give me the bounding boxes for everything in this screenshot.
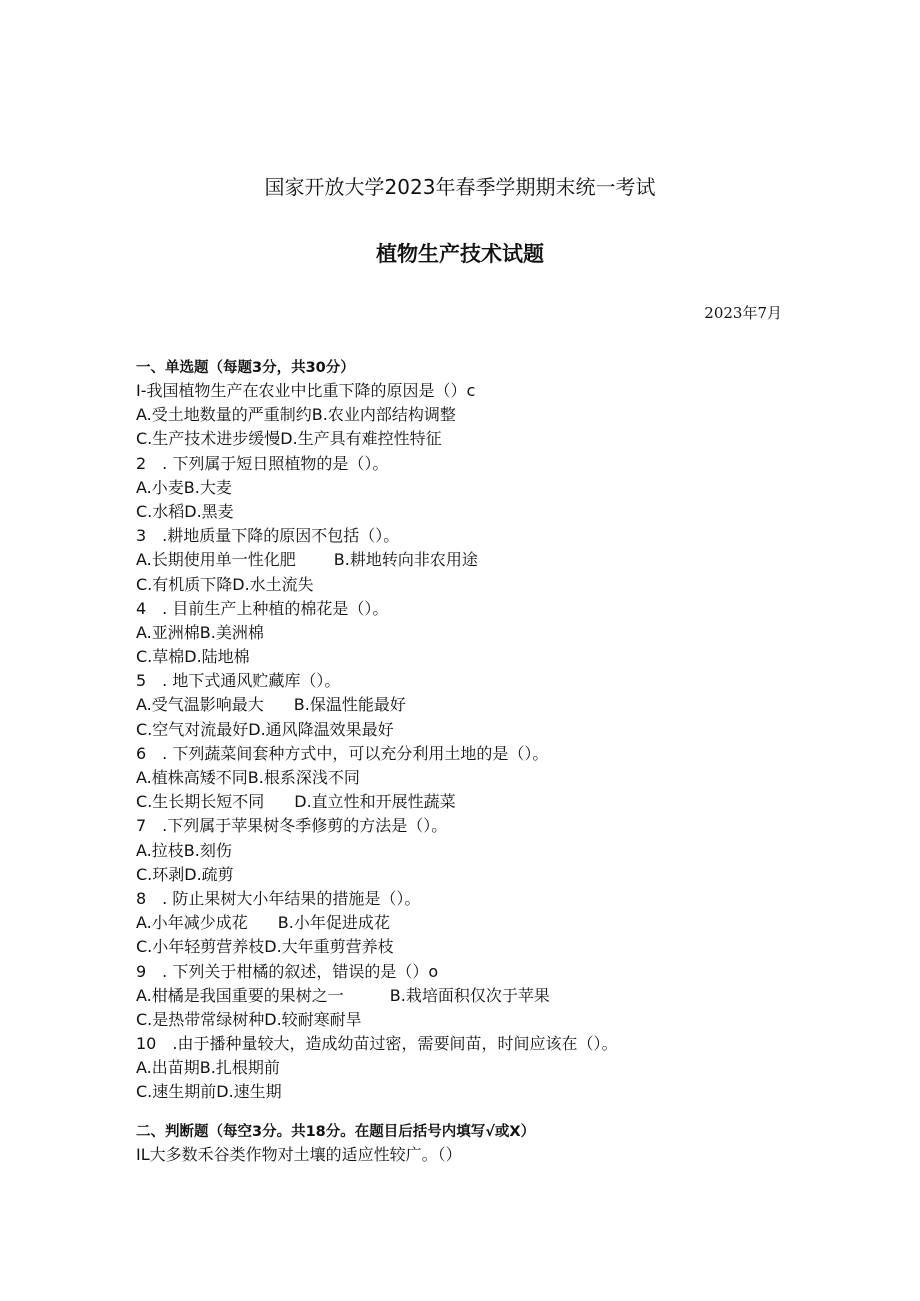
option-a: A.小年减少成花 xyxy=(136,913,248,933)
option-d: D.生产具有难控性特征 xyxy=(280,429,442,449)
section-heading-true-false: 二、判断题（每空3分。共18分。在题目后括号内填写√或X） xyxy=(136,1123,536,1140)
option-row xyxy=(136,476,786,500)
option-d: D.较耐寒耐旱 xyxy=(264,1009,362,1029)
option-row xyxy=(136,984,786,1008)
question-stem: 6 . 下列蔬菜间套种方式中，可以充分利用土地的是（）。 xyxy=(136,743,549,763)
option-b: B.农业内部结构调整 xyxy=(311,405,456,425)
option-c: C.水稻 xyxy=(136,501,185,521)
option-row xyxy=(136,621,786,645)
exam-date: 2023年7月 xyxy=(704,304,782,322)
option-c: C.是热带常绿树种 xyxy=(136,1009,265,1029)
option-d: D.通风降温效果最好 xyxy=(248,719,394,739)
option-d: D.大年重剪营养枝 xyxy=(264,937,394,957)
question-2 xyxy=(136,452,786,525)
option-row xyxy=(136,1056,786,1080)
option-c: C.草棉 xyxy=(136,647,185,667)
question-3 xyxy=(136,524,786,597)
question-list xyxy=(136,379,786,1105)
option-d: D.陆地棉 xyxy=(184,647,250,667)
question-8 xyxy=(136,887,786,960)
question-stem: 4 . 目前生产上种植的棉花是（）。 xyxy=(136,598,389,618)
option-row xyxy=(136,1008,786,1032)
option-row xyxy=(136,693,786,717)
option-d: D.速生期 xyxy=(216,1082,282,1102)
option-a: A.柑橘是我国重要的果树之一 xyxy=(136,985,344,1005)
option-d: D.水土流失 xyxy=(232,574,314,594)
option-row xyxy=(136,645,786,669)
question-6 xyxy=(136,742,786,815)
question-9 xyxy=(136,960,786,1033)
option-c: C.空气对流最好 xyxy=(136,719,249,739)
option-d: D.黑麦 xyxy=(184,501,234,521)
option-a: A.植株高矮不同 xyxy=(136,768,248,787)
question-stem: 5 . 地下式通风贮藏库（）。 xyxy=(136,671,341,691)
option-row xyxy=(136,911,786,935)
option-b: B.美洲棉 xyxy=(199,622,264,642)
option-b: B.扎根期前 xyxy=(199,1058,280,1078)
option-c: C.小年轻剪营养枝 xyxy=(136,937,265,957)
option-b: B.栽培面积仅次于苹果 xyxy=(389,985,550,1005)
option-b: B.刻伤 xyxy=(183,840,232,860)
option-d: D.疏剪 xyxy=(184,864,234,884)
question-stem: 7 .下列属于苹果树冬季修剪的方法是（）。 xyxy=(136,816,448,836)
option-c: C.有机质下降 xyxy=(136,574,233,594)
option-b: B.耕地转向非农用途 xyxy=(333,550,478,570)
exam-content xyxy=(136,357,786,1167)
option-row xyxy=(136,1080,786,1104)
question-stem: 3 .耕地质量下降的原因不包括（）。 xyxy=(136,526,400,546)
section-heading-single-choice: 一、单选题（每题3分，共30分） xyxy=(136,360,355,376)
option-a: A.受土地数量的严重制约 xyxy=(136,405,312,425)
option-b: B.小年促进成花 xyxy=(277,913,390,933)
option-c: C.环剥 xyxy=(136,864,185,884)
question-7 xyxy=(136,814,786,887)
option-a: A.拉枝 xyxy=(136,840,184,860)
option-row xyxy=(136,427,786,451)
option-b: B.根系深浅不同 xyxy=(247,768,360,787)
option-row xyxy=(136,403,786,427)
section-gap xyxy=(136,1105,786,1121)
exam-title: 国家开放大学2023年春季学期期末统一考试 xyxy=(264,175,656,199)
question-5 xyxy=(136,669,786,742)
question-stem: 10 .由于播种量较大，造成幼苗过密，需要间苗，时间应该在（）。 xyxy=(136,1034,618,1054)
option-d: D.直立性和开展性蔬菜 xyxy=(294,792,456,812)
question-stem: 9 . 下列关于柑橘的叙述，错误的是（）o xyxy=(136,961,439,981)
option-a: A.出苗期 xyxy=(136,1058,200,1078)
option-a: A.小麦 xyxy=(136,477,184,497)
true-false-item: IL大多数禾谷类作物对土壤的适应性较广。（） xyxy=(136,1144,462,1164)
option-row xyxy=(136,935,786,959)
option-b: B.大麦 xyxy=(183,477,232,497)
question-stem: 2 . 下列属于短日照植物的是（）。 xyxy=(136,453,389,473)
option-b: B.保温性能最好 xyxy=(293,695,406,715)
option-row xyxy=(136,718,786,742)
question-4 xyxy=(136,597,786,670)
option-a: A.亚洲棉 xyxy=(136,622,200,642)
option-row xyxy=(136,863,786,887)
true-false-list xyxy=(136,1143,786,1167)
option-a: A.长期使用单一性化肥 xyxy=(136,550,296,570)
option-a: A.受气温影响最大 xyxy=(136,695,264,715)
option-row xyxy=(136,573,786,597)
option-c: C.速生期前 xyxy=(136,1082,217,1102)
subject-title: 植物生产技术试题 xyxy=(376,242,544,266)
option-c: C.生长期长短不同 xyxy=(136,792,265,812)
question-stem: 8 . 防止果树大小年结果的措施是（）。 xyxy=(136,888,421,908)
question-stem: I-我国植物生产在农业中比重下降的原因是（）c xyxy=(136,381,476,400)
option-row xyxy=(136,500,786,524)
option-row xyxy=(136,548,786,572)
question-1 xyxy=(136,379,786,452)
option-c: C.生产技术进步缓慢 xyxy=(136,429,281,449)
option-row xyxy=(136,790,786,814)
option-row xyxy=(136,766,786,790)
question-10 xyxy=(136,1032,786,1105)
option-row xyxy=(136,839,786,863)
